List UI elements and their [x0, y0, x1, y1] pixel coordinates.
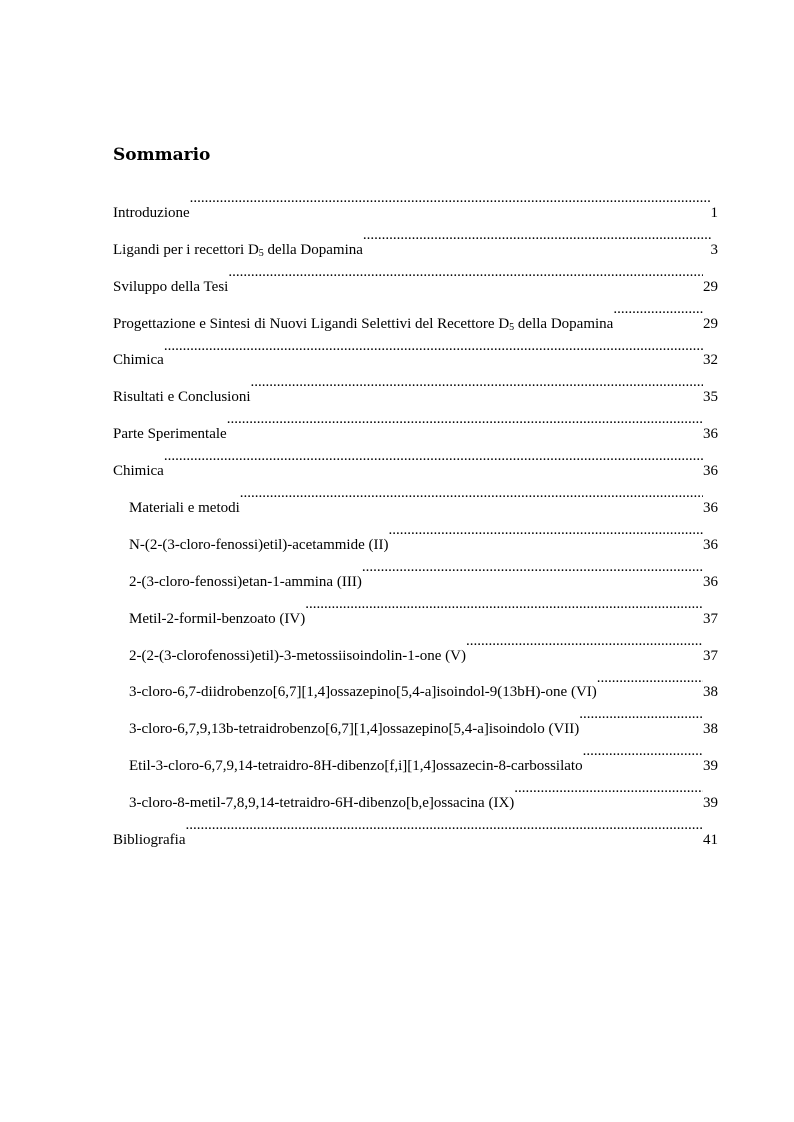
toc-entry-page: 29	[703, 278, 718, 295]
dot-leader	[579, 696, 703, 733]
toc-entry-label: Risultati e Conclusioni	[113, 389, 251, 406]
toc-entry-label: Introduzione	[113, 204, 190, 221]
dot-leader	[164, 438, 703, 475]
toc-entry-page: 38	[703, 721, 718, 738]
toc-entry-label: 3-cloro-6,7,9,13b-tetraidrobenzo[6,7][1,4]ossazepino[5,4-a]isoindolo (VII)	[129, 721, 580, 738]
toc-entry-risultati[interactable]	[113, 364, 718, 406]
toc-entry-label: Chimica	[113, 352, 164, 369]
page-title: Sommario	[113, 145, 211, 165]
table-of-contents	[113, 180, 718, 849]
toc-entry-page: 35	[703, 389, 718, 406]
dot-leader	[362, 549, 703, 586]
dot-leader	[305, 586, 703, 623]
toc-entry-page: 36	[703, 463, 718, 480]
toc-entry-page: 36	[703, 500, 718, 517]
toc-entry-label: Chimica	[113, 463, 164, 480]
toc-entry-page: 36	[703, 426, 718, 443]
dot-leader	[164, 328, 703, 365]
toc-entry-label: 2-(2-(3-clorofenossi)etil)-3-metossiisoindolin-1-one (V)	[129, 647, 466, 664]
toc-entry-page: 32	[703, 352, 718, 369]
label-text: Ligandi per i recettori D	[113, 241, 259, 258]
toc-entry-label: N-(2-(3-cloro-fenossi)etil)-acetammide (II)	[129, 536, 389, 553]
toc-entry-page: 36	[703, 573, 718, 590]
toc-entry-label: Bibliografia	[113, 832, 186, 849]
toc-entry-page: 36	[703, 536, 718, 553]
toc-entry-page: 1	[710, 204, 718, 221]
toc-entry-page: 39	[703, 758, 718, 775]
dot-leader	[251, 364, 704, 401]
subscript: 5	[509, 321, 515, 333]
label-text: Progettazione e Sintesi di Nuovi Ligandi Selettivi del Recettore D	[113, 315, 510, 332]
dot-leader	[583, 733, 703, 770]
toc-entry-materiali-metodi[interactable]	[113, 475, 718, 517]
toc-entry-label: 3-cloro-8-metil-7,8,9,14-tetraidro-6H-dibenzo[b,e]ossacina (IX)	[129, 795, 515, 812]
dot-leader	[185, 807, 703, 844]
toc-entry-bibliografia[interactable]	[113, 807, 718, 849]
toc-entry-page: 37	[703, 610, 718, 627]
toc-entry-ligandi-d5[interactable]	[113, 217, 718, 259]
toc-entry-label: 3-cloro-6,7-diidrobenzo[6,7][1,4]ossazepino[5,4-a]isoindol-9(13bH)-one (VI)	[129, 684, 597, 701]
dot-leader	[613, 291, 703, 328]
toc-entry-label: 2-(3-cloro-fenossi)etan-1-ammina (III)	[129, 573, 362, 590]
toc-entry-label: Parte Sperimentale	[113, 426, 227, 443]
toc-entry-chimica[interactable]	[113, 328, 718, 369]
dot-leader	[514, 770, 703, 807]
label-text: della Dopamina	[263, 241, 363, 258]
toc-entry-label: Materiali e metodi	[129, 500, 240, 517]
toc-entry-page: 3	[710, 241, 718, 258]
dot-leader	[190, 180, 711, 217]
dot-leader	[228, 254, 703, 291]
dot-leader	[388, 512, 703, 549]
dot-leader	[363, 217, 711, 254]
toc-entry-chimica-sperimentale[interactable]	[113, 438, 718, 480]
toc-entry-page: 39	[703, 795, 718, 812]
dot-leader	[227, 401, 703, 438]
toc-entry-label: Sviluppo della Tesi	[113, 278, 229, 295]
subscript: 5	[258, 247, 264, 259]
dot-leader	[466, 623, 703, 660]
toc-entry-introduzione[interactable]	[113, 180, 718, 221]
toc-entry-label: Metil-2-formil-benzoato (IV)	[129, 610, 306, 627]
toc-entry-label: Etil-3-cloro-6,7,9,14-tetraidro-8H-dibenzo[f,i][1,4]ossazecin-8-carbossilato	[129, 758, 583, 775]
toc-entry-page: 38	[703, 684, 718, 701]
toc-entry-page: 37	[703, 647, 718, 664]
dot-leader	[597, 660, 703, 697]
toc-entry-page: 41	[703, 832, 718, 849]
label-text: della Dopamina	[514, 315, 614, 332]
toc-entry-page: 29	[703, 315, 718, 332]
dot-leader	[240, 475, 703, 512]
